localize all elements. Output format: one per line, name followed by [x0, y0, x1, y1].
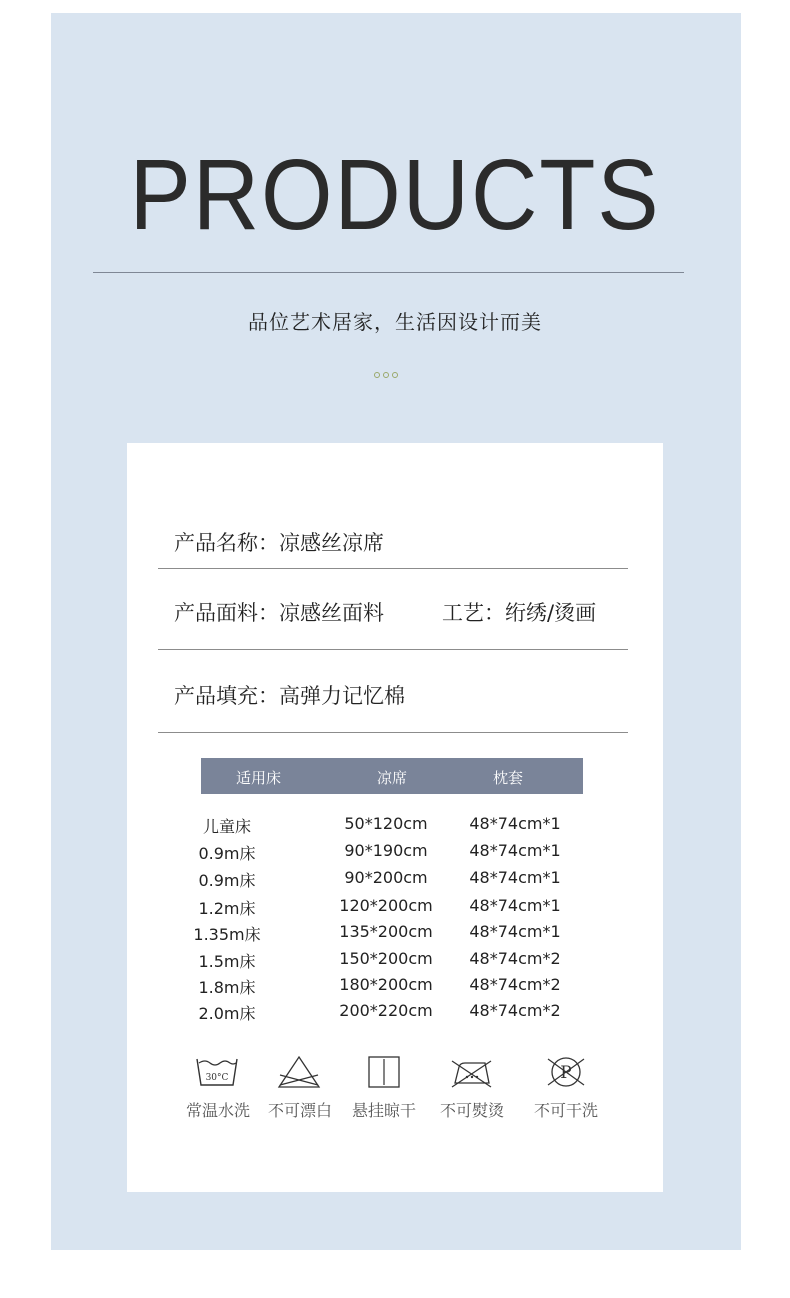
cell-pillowcase: 48*74cm*1	[469, 896, 561, 915]
table-row	[127, 868, 663, 892]
size-table-header	[201, 758, 583, 794]
cell-pillowcase: 48*74cm*1	[469, 868, 561, 887]
cell-mat: 135*200cm	[339, 922, 433, 941]
divider	[158, 649, 628, 650]
page-title: PRODUCTS	[129, 139, 661, 251]
no-dry-clean-icon	[544, 1055, 588, 1089]
product-name: 产品名称：凉感丝凉席	[174, 531, 384, 555]
dot	[383, 372, 389, 378]
care-label-bleach: 不可漂白	[267, 1101, 333, 1120]
cell-mat: 120*200cm	[339, 896, 433, 915]
dot	[392, 372, 398, 378]
cell-mat: 90*190cm	[344, 841, 428, 860]
cell-mat: 180*200cm	[339, 975, 433, 994]
cell-bed: 1.8m床	[198, 978, 256, 997]
product-fabric-row	[174, 597, 597, 627]
table-row	[127, 1001, 663, 1025]
cell-bed: 2.0m床	[198, 1004, 256, 1023]
product-filling: 产品填充：高弹力记忆棉	[174, 684, 405, 708]
cell-bed: 0.9m床	[198, 844, 256, 863]
header-pillowcase: 枕套	[493, 769, 524, 787]
line-dry-icon	[362, 1055, 406, 1089]
header-mat: 凉席	[377, 769, 408, 787]
no-iron-icon	[449, 1055, 493, 1089]
dry-clean-symbol: P	[560, 1063, 572, 1083]
product-info-card	[127, 443, 663, 1192]
cell-bed: 1.35m床	[193, 925, 261, 944]
care-label-dry: 悬挂晾干	[351, 1101, 417, 1120]
table-row	[127, 896, 663, 920]
care-label-wash: 常温水洗	[185, 1101, 251, 1120]
wash-30c-icon	[195, 1055, 239, 1089]
header-bed: 适用床	[236, 769, 282, 787]
table-row	[127, 949, 663, 973]
care-label-iron: 不可熨烫	[439, 1101, 505, 1120]
cell-bed: 儿童床	[202, 817, 252, 836]
cell-mat: 90*200cm	[344, 868, 428, 887]
cell-pillowcase: 48*74cm*2	[469, 949, 561, 968]
table-row	[127, 841, 663, 865]
header-divider	[93, 272, 684, 273]
cell-bed: 1.2m床	[198, 899, 256, 918]
slogan: 品位艺术居家，生活因设计而美	[248, 310, 542, 334]
cell-mat: 200*220cm	[339, 1001, 433, 1020]
table-row	[127, 975, 663, 999]
divider	[158, 568, 628, 569]
cell-pillowcase: 48*74cm*1	[469, 814, 561, 833]
cell-pillowcase: 48*74cm*1	[469, 922, 561, 941]
wash-temp-label: 30°C	[205, 1073, 229, 1083]
product-craft: 工艺：绗绣/烫画	[442, 601, 597, 625]
cell-bed: 1.5m床	[198, 952, 256, 971]
cell-pillowcase: 48*74cm*2	[469, 975, 561, 994]
table-row	[127, 922, 663, 946]
dot	[374, 372, 380, 378]
cell-bed: 0.9m床	[198, 871, 256, 890]
cell-mat: 50*120cm	[344, 814, 428, 833]
product-name-row	[174, 527, 384, 557]
no-bleach-icon	[277, 1055, 321, 1089]
cell-mat: 150*200cm	[339, 949, 433, 968]
cell-pillowcase: 48*74cm*1	[469, 841, 561, 860]
table-row	[127, 814, 663, 838]
product-fabric: 产品面料：凉感丝面料	[174, 601, 384, 625]
product-filling-row	[174, 680, 405, 710]
decorative-dots	[374, 372, 398, 378]
divider	[158, 732, 628, 733]
care-label-dry-clean: 不可干洗	[533, 1101, 599, 1120]
cell-pillowcase: 48*74cm*2	[469, 1001, 561, 1020]
